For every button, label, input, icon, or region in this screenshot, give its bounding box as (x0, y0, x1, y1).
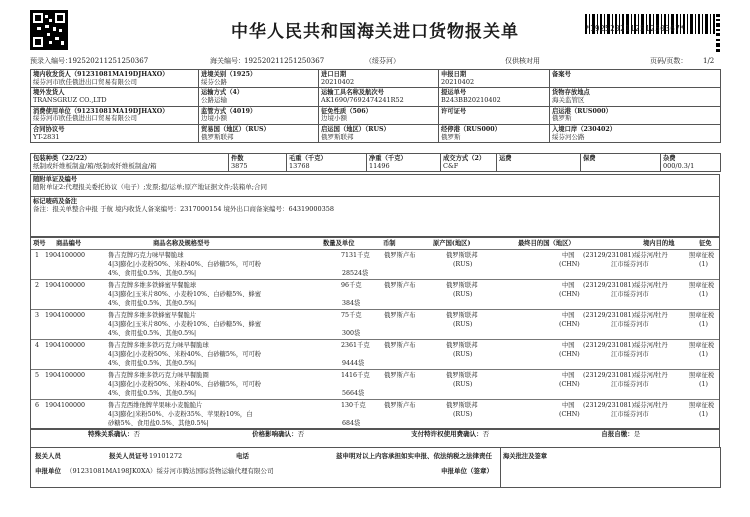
declarant-area (30, 447, 721, 488)
goods-name1: 鲁吉克牌多维多铁蜂蜜早餐脆球 (108, 282, 197, 289)
port-name: （绥芬河） (365, 57, 400, 65)
goods-header (31, 240, 719, 249)
goods-currency: 俄罗斯卢布 (384, 402, 416, 409)
goods-tax2: (1) (699, 381, 708, 388)
goods-domestic1: (23129/231081)绥芬河/牡丹 (583, 372, 668, 379)
goods-dest2: (CHN) (559, 261, 580, 268)
goods-currency: 俄罗斯卢布 (384, 372, 416, 379)
goods-origin2: (RUS) (453, 351, 473, 358)
goods-domestic1: (23129/231081)绥芬河/牡丹 (583, 402, 668, 409)
transport-cell: 运输方式（4） 公路运输 (199, 88, 319, 106)
goods-name3: 4%、食用盐0.5%、其他0.5%| (108, 390, 197, 397)
goods-currency: 俄罗斯卢布 (384, 252, 416, 259)
goods-origin1: 俄罗斯联邦 (446, 252, 478, 259)
goods-dest2: (CHN) (559, 291, 580, 298)
side-barcode (716, 14, 720, 54)
goods-name2: 4|3|膨化|玉米片80%、小麦粉10%、白砂糖5%、蜂蜜 (108, 291, 262, 298)
origin-port-cell: 启运港（RUS000） 俄罗斯 (550, 106, 721, 124)
goods-qty2: 28524袋 (342, 270, 369, 277)
goods-code: 1904100000 (45, 282, 86, 289)
goods-origin2: (RUS) (453, 291, 473, 298)
goods-origin1: 俄罗斯联邦 (446, 372, 478, 379)
goods-name1: 鲁吉克牌多维多铁巧克力味早餐脆球 (108, 342, 209, 349)
pack-fields (30, 153, 721, 172)
supervise-cell: 监管方式（4019） 边境小额 (199, 106, 319, 124)
record-cell: 备案号 (550, 70, 721, 88)
net-cell: 净重（千克） 11496 (367, 154, 441, 172)
goods-qty2: 9444袋 (342, 360, 365, 367)
goods-qty1: 130千克 (341, 402, 366, 409)
goods-domestic2: 江市绥芬河市 (611, 381, 649, 388)
goods-dest2: (CHN) (559, 321, 580, 328)
goods-name2: 4|3|膨化|小麦粉50%、米粉40%、白砂糖5%，可可粉 (108, 261, 262, 268)
goods-name2: 4|3|膨化|玉米片80%、小麦粉10%、白砂糖5%、蜂蜜 (108, 321, 262, 328)
col-tax: 征免 (699, 240, 712, 247)
goods-domestic2: 江市绥芬河市 (611, 261, 649, 268)
goods-name1: 鲁吉克牌多维多铁巧克力味早餐脆圈 (108, 372, 209, 379)
depart-country-cell: 启运国（地区）（RUS） 俄罗斯联邦 (319, 125, 439, 143)
goods-name2: 4|3|膨化|小麦粉50%、米粉40%、白砂糖5%，可可粉 (108, 351, 262, 358)
goods-domestic2: 江市绥芬河市 (611, 291, 649, 298)
goods-domestic1: (23129/231081)绥芬河/牡丹 (583, 342, 668, 349)
bill-cell: 提运单号 B243BB20210402 (439, 88, 550, 106)
goods-qty2: 5664袋 (342, 390, 365, 397)
goods-table (30, 237, 720, 429)
vehicle-cell: 运输工具名称及航次号 AK1690/7692474241R52 (319, 88, 439, 106)
preentry-number: 192520211251250367 (68, 57, 149, 65)
table-row (31, 309, 719, 339)
goods-tax1: 照章征税 (689, 282, 715, 289)
goods-qty2: 300袋 (342, 330, 361, 337)
goods-currency: 俄罗斯卢布 (384, 282, 416, 289)
license-cell: 许可证号 (439, 106, 550, 124)
table-row (31, 369, 719, 399)
header-line (30, 57, 720, 69)
page-label: 页码/页数： (650, 57, 688, 65)
table-row (31, 279, 719, 309)
goods-name1: 鲁吉克牌巧克力味早餐脆球 (108, 252, 184, 259)
col-qty: 数量及单位 (323, 240, 355, 247)
goods-origin2: (RUS) (453, 261, 473, 268)
goods-qty1: 2361千克 (341, 342, 370, 349)
goods-no: 2 (35, 282, 40, 289)
goods-qty2: 384袋 (342, 300, 361, 307)
goods-tax1: 照章征税 (689, 312, 715, 319)
declare-date-cell: 申报日期 20210402 (439, 70, 550, 88)
col-dest: 最终目的国（地区） (518, 240, 575, 247)
goods-dest2: (CHN) (559, 351, 580, 358)
goods-dest1: 中国 (562, 372, 575, 379)
entry-place-cell: 入境口岸（230402） 绥芬河公路 (550, 125, 721, 143)
shipper-cell: 境外发货人 TRANSGRUZ CO.,LTD (31, 88, 199, 106)
entry-port-cell: 进境关别（1925） 绥芬公路 (199, 70, 319, 88)
goods-origin2: (RUS) (453, 411, 473, 418)
insurance-cell: 保费 (581, 154, 661, 172)
misc-cell: 杂费 000/0.3/1 (661, 154, 721, 172)
goods-tax2: (1) (699, 261, 708, 268)
approval-cell: 海关批注及签章 (501, 448, 721, 488)
deal-cell: 成交方式（2） C&F (441, 154, 497, 172)
table-row (31, 249, 719, 279)
confirm-row (30, 429, 720, 448)
goods-tax2: (1) (699, 351, 708, 358)
goods-origin1: 俄罗斯联邦 (446, 402, 478, 409)
col-domestic: 境内目的地 (643, 240, 675, 247)
goods-no: 3 (35, 312, 40, 319)
goods-name3: 4%、食用盐0.5%、其他0.5%| (108, 270, 197, 277)
col-code: 商品编号 (56, 240, 82, 247)
goods-domestic1: (23129/231081)绥芬河/牡丹 (583, 312, 668, 319)
goods-name3: 4%、食用盐0.5%、其他0.5%| (108, 360, 197, 367)
goods-currency: 俄罗斯卢布 (384, 342, 416, 349)
goods-origin1: 俄罗斯联邦 (446, 342, 478, 349)
goods-code: 1904100000 (45, 312, 86, 319)
col-name: 商品名称及规格型号 (153, 240, 210, 247)
goods-qty1: 75千克 (341, 312, 362, 319)
goods-code: 1904100000 (45, 402, 86, 409)
goods-domestic2: 江市绥芬河市 (611, 321, 649, 328)
header-fields (30, 69, 721, 143)
declarant-cell: 报关人员 报关人员证号 19101272 电话 兹申明对以上内容承担如实申报、依法纳税之法律责任 申报单位 （91231081MA198JK0XA）绥芬河市腾达国际货物运输代理有限公司 申报单位（签章） (31, 448, 501, 488)
goods-dest1: 中国 (562, 342, 575, 349)
goods-name2: 4|3|膨化|小麦粉50%、米粉40%、白砂糖5%，可可粉 (108, 381, 262, 388)
docs-cell: 随附单证及编号 随附单证2:代理报关委托协议（电子）;发票;提/运单;原产地证据文件;装箱单;合同 (31, 175, 720, 197)
goods-dest1: 中国 (562, 402, 575, 409)
goods-name1: 鲁吉克西维他牌苹果味小麦脆脆片 (108, 402, 203, 409)
barcode-text: *192520211251250367* (585, 24, 686, 33)
goods-no: 5 (35, 372, 40, 379)
note: 仅供核对用 (505, 57, 540, 65)
goods-origin2: (RUS) (453, 321, 473, 328)
goods-tax2: (1) (699, 321, 708, 328)
col-currency: 币制 (383, 240, 396, 247)
goods-origin1: 俄罗斯联邦 (446, 282, 478, 289)
goods-qty2: 684袋 (342, 420, 361, 427)
goods-dest1: 中国 (562, 252, 575, 259)
goods-dest1: 中国 (562, 282, 575, 289)
marks-cell: 标记唛码及备注 备注：报关单整合申报 于航 境内收货人备案编号：2317000154 境外出口商备案编号：64319000358 (31, 197, 720, 237)
customs-number: 192520211251250367 (244, 57, 325, 65)
goods-dest1: 中国 (562, 312, 575, 319)
goods-code: 1904100000 (45, 342, 86, 349)
pack-cell: 包装种类（22/22） 纸制或纤维板制盒/箱/纸制或纤维板制盒/箱 (31, 154, 229, 172)
goods-tax2: (1) (699, 291, 708, 298)
table-row (31, 399, 719, 429)
goods-name3: 砂糖5%、食用盐0.5%、其他0.5%| (108, 420, 209, 427)
goods-domestic1: (23129/231081)绥芬河/牡丹 (583, 282, 668, 289)
goods-dest2: (CHN) (559, 381, 580, 388)
storage-cell: 货物存放地点 海关监管区 (550, 88, 721, 106)
col-origin: 原产国(地区) (433, 240, 471, 247)
goods-qty1: 7131千克 (341, 252, 370, 259)
customs-label: 海关编号： (210, 57, 245, 65)
goods-origin2: (RUS) (453, 381, 473, 388)
table-row (31, 339, 719, 369)
goods-code: 1904100000 (45, 252, 86, 259)
goods-code: 1904100000 (45, 372, 86, 379)
goods-name3: 4%、食用盐0.5%、其他0.5%| (108, 330, 197, 337)
goods-domestic2: 江市绥芬河市 (611, 351, 649, 358)
goods-currency: 俄罗斯卢布 (384, 312, 416, 319)
goods-tax1: 照章征税 (689, 252, 715, 259)
import-date-cell: 进口日期 20210402 (319, 70, 439, 88)
goods-no: 1 (35, 252, 40, 259)
via-port-cell: 经停港（RUS000） 俄罗斯 (439, 125, 550, 143)
goods-origin1: 俄罗斯联邦 (446, 312, 478, 319)
goods-qty1: 96千克 (341, 282, 362, 289)
confirm-cell: 特殊关系确认：否 价格影响确认：否 支付特许权使用费确认：否 自报自缴：是 (31, 430, 720, 448)
freight-cell: 运费 (497, 154, 581, 172)
goods-tax1: 照章征税 (689, 342, 715, 349)
pieces-cell: 件数 3875 (229, 154, 287, 172)
goods-tax1: 照章征税 (689, 372, 715, 379)
preentry-label: 预录入编号： (30, 57, 72, 65)
document-title: 中华人民共和国海关进口货物报关单 (231, 22, 519, 42)
goods-name2: 4|3|膨化|米粉50%、小麦粉35%、苹果粉10%，白 (108, 411, 253, 418)
goods-name3: 4%、食用盐0.5%、其他0.5%| (108, 300, 197, 307)
trade-country-cell: 贸易国（地区）（RUS） 俄罗斯联邦 (199, 125, 319, 143)
tax-nature-cell: 征免性质（506） 边境小额 (319, 106, 439, 124)
goods-domestic2: 江市绥芬河市 (611, 411, 649, 418)
goods-domestic1: (23129/231081)绥芬河/牡丹 (583, 252, 668, 259)
col-no: 项号 (33, 240, 46, 247)
goods-tax2: (1) (699, 411, 708, 418)
gross-cell: 毛重（千克） 13768 (287, 154, 367, 172)
goods-no: 4 (35, 342, 40, 349)
docs-fields (30, 174, 720, 237)
goods-dest2: (CHN) (559, 411, 580, 418)
goods-qty1: 1416千克 (341, 372, 370, 379)
consignee-cell: 境内收发货人（91231081MA19DJHAXO） 绥芬河市欧佳俄进出口贸易有限公司 (31, 70, 199, 88)
goods-no: 6 (35, 402, 40, 409)
goods-tax1: 照章征税 (689, 402, 715, 409)
user-cell: 消费使用单位（91231081MA19DJHAXO） 绥芬河市欧佳俄进出口贸易有限公司 (31, 106, 199, 124)
goods-name1: 鲁吉克牌多维多铁蜂蜜早餐脆片 (108, 312, 197, 319)
page-number: 1/2 (703, 57, 715, 65)
contract-cell: 合同协议号 YT-2831 (31, 125, 199, 143)
